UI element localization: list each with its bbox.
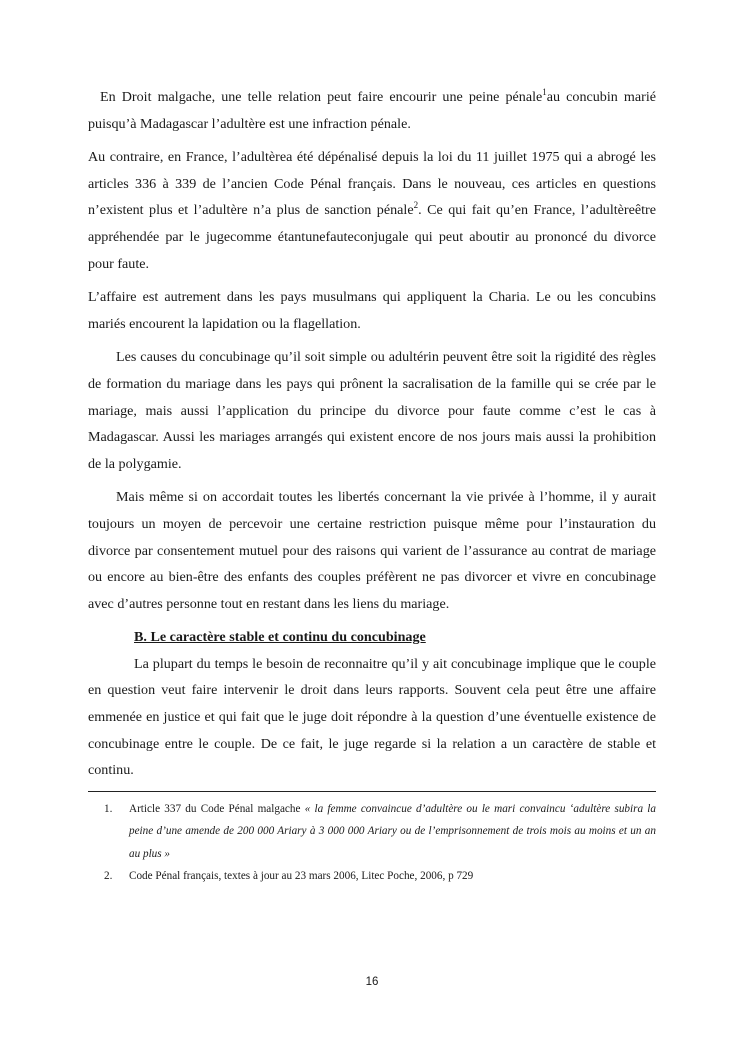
paragraph-plupart: La plupart du temps le besoin de reconnaitre qu’il y ait concubinage implique que le couple en question veut faire intervenir le droit dans leurs rapports. Souvent cela peut être une affaire emmenée en justice et qui fait que le juge doit répondre à la question d’une éventuelle existence de concubinage entre le couple. De ce fait, le juge regarde si la relation a un caractère de stable et continu. bbox=[88, 655, 656, 779]
footnote-1 bbox=[88, 798, 656, 866]
footnotes-list bbox=[88, 798, 656, 888]
footnote-text: Code Pénal français, textes à jour au 23 mars 2006, Litec Poche, 2006, p 729 bbox=[129, 870, 474, 883]
footnote-text: Article 337 du Code Pénal malgache bbox=[129, 802, 305, 815]
footnote-ref-2[interactable]: 2 bbox=[413, 200, 419, 211]
paragraph-charia: L’affaire est autrement dans les pays musulmans qui appliquent la Charia. Le ou les concubins mariés encourent la lapidation ou la flagellation. bbox=[88, 289, 656, 332]
document-page bbox=[88, 84, 656, 888]
footnote-ref-1[interactable]: 1 bbox=[542, 87, 547, 97]
footnote-quote: « la femme convaincue d’adultère ou le mari convaincu ‘adultère subira la peine d’une amende de 200 000 Ariary à 3 000 000 Ariary ou de l’emprisonnement de trois mois au moins et un an au plus » bbox=[129, 802, 656, 860]
paragraph-droit-malgache bbox=[88, 84, 656, 137]
footnote-number: 1. bbox=[104, 802, 113, 815]
section-heading: B. Le caractère stable et continu du concubinage bbox=[134, 629, 426, 646]
footnote-separator bbox=[88, 791, 656, 792]
paragraph-text: au concubin marié puisqu’à Madagascar l’adultère est une infraction pénale. bbox=[88, 89, 656, 132]
paragraph-text: Au contraire, en France, l’adultèrea été dépénalisé depuis la loi du 11 juillet 1975 qui a abrogé les articles 336 à 339 de l’ancien Code Pénal français. Dans le nouveau, ces articles en questions n’existent plus et l’adultère n’a plus de sanction pénale bbox=[88, 149, 656, 219]
paragraph-france bbox=[88, 144, 656, 277]
footnote-2 bbox=[88, 865, 656, 888]
footnote-number: 2. bbox=[104, 870, 113, 883]
paragraph-text: En Droit malgache, une telle relation peut faire encourir une peine pénale bbox=[100, 89, 543, 105]
page-number: 16 bbox=[365, 976, 379, 988]
paragraph-libertes: Mais même si on accordait toutes les libertés concernant la vie privée à l’homme, il y aurait toujours un moyen de percevoir une certaine restriction puisque même pour l’instauration du divorce par consentement mutuel pour des raisons qui varient de l’assurance au contrat de mariage ou encore au bien-être des enfants des couples préfèrent ne pas divorcer et vivre en concubinage avec d’autres personne tout en restant dans les liens du mariage. bbox=[88, 489, 656, 612]
paragraph-text: . Ce qui fait qu’en France, l’adultèreêtre appréhendée par le jugecomme étantunefauteconjugale qui peut aboutir au prononcé du divorce pour faute. bbox=[88, 202, 656, 272]
paragraph-causes: Les causes du concubinage qu’il soit simple ou adultérin peuvent être soit la rigidité des règles de formation du mariage dans les pays qui prônent la sacralisation de la famille qui se crée par le mariage, mais aussi l’application du principe du divorce pour faute comme c’est le cas à Madagascar. Aussi les mariages arrangés qui existent encore de nos jours mais aussi la prohibition de la polygamie. bbox=[88, 349, 656, 472]
